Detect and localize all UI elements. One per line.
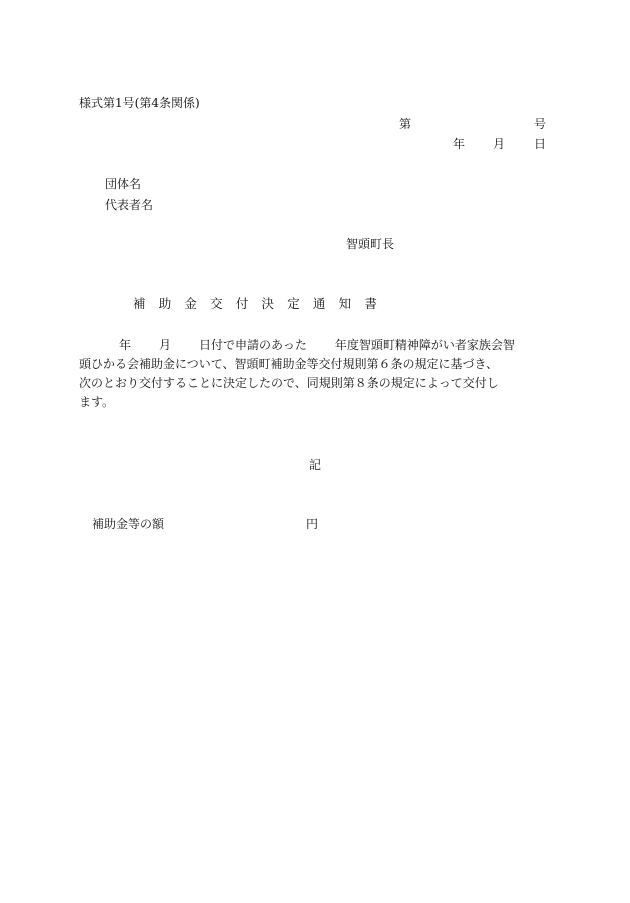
title-char: 定 xyxy=(287,296,300,311)
representative-label: 代表者名 xyxy=(105,198,154,212)
body-month: 月 xyxy=(159,338,172,352)
amount-label: 補助金等の額 xyxy=(92,517,165,531)
title-char: 交 xyxy=(210,296,223,311)
date-year: 年 xyxy=(453,137,466,151)
title-char: 通 xyxy=(312,296,326,311)
ki-heading: 記 xyxy=(309,458,322,472)
date-day: 日 xyxy=(534,137,547,151)
title-char: 助 xyxy=(158,296,172,311)
issuer-name: 智頭町長 xyxy=(346,237,395,251)
title-char: 知 xyxy=(338,296,352,311)
body-paragraph xyxy=(79,336,554,412)
document-title xyxy=(133,297,377,311)
date-month: 月 xyxy=(493,137,506,151)
doc-number-prefix: 第 xyxy=(399,117,412,131)
body-end: 年度智頭町精神障がい者家族会智 xyxy=(334,338,515,352)
title-char: 決 xyxy=(261,296,275,311)
amount-unit: 円 xyxy=(306,517,319,531)
title-char: 補 xyxy=(133,296,146,311)
form-number: 様式第1号(第4条関係) xyxy=(79,96,200,110)
body-year: 年 xyxy=(119,338,132,352)
body-line-3: 次のとおり交付することに決定したので、同規則第８条の規定によって交付し xyxy=(79,376,499,390)
title-char: 金 xyxy=(184,296,197,311)
org-name-label: 団体名 xyxy=(105,177,142,191)
doc-number-suffix: 号 xyxy=(534,117,547,131)
body-line-2: 頭ひかる会補助金について、智頭町補助金等交付規則第６条の規定に基づき、 xyxy=(79,357,499,371)
body-line-1 xyxy=(79,336,554,355)
title-char: 書 xyxy=(364,296,377,311)
body-line-4: ます。 xyxy=(79,395,115,409)
title-char: 付 xyxy=(235,296,249,311)
body-mid: 日付で申請のあった xyxy=(199,338,307,352)
